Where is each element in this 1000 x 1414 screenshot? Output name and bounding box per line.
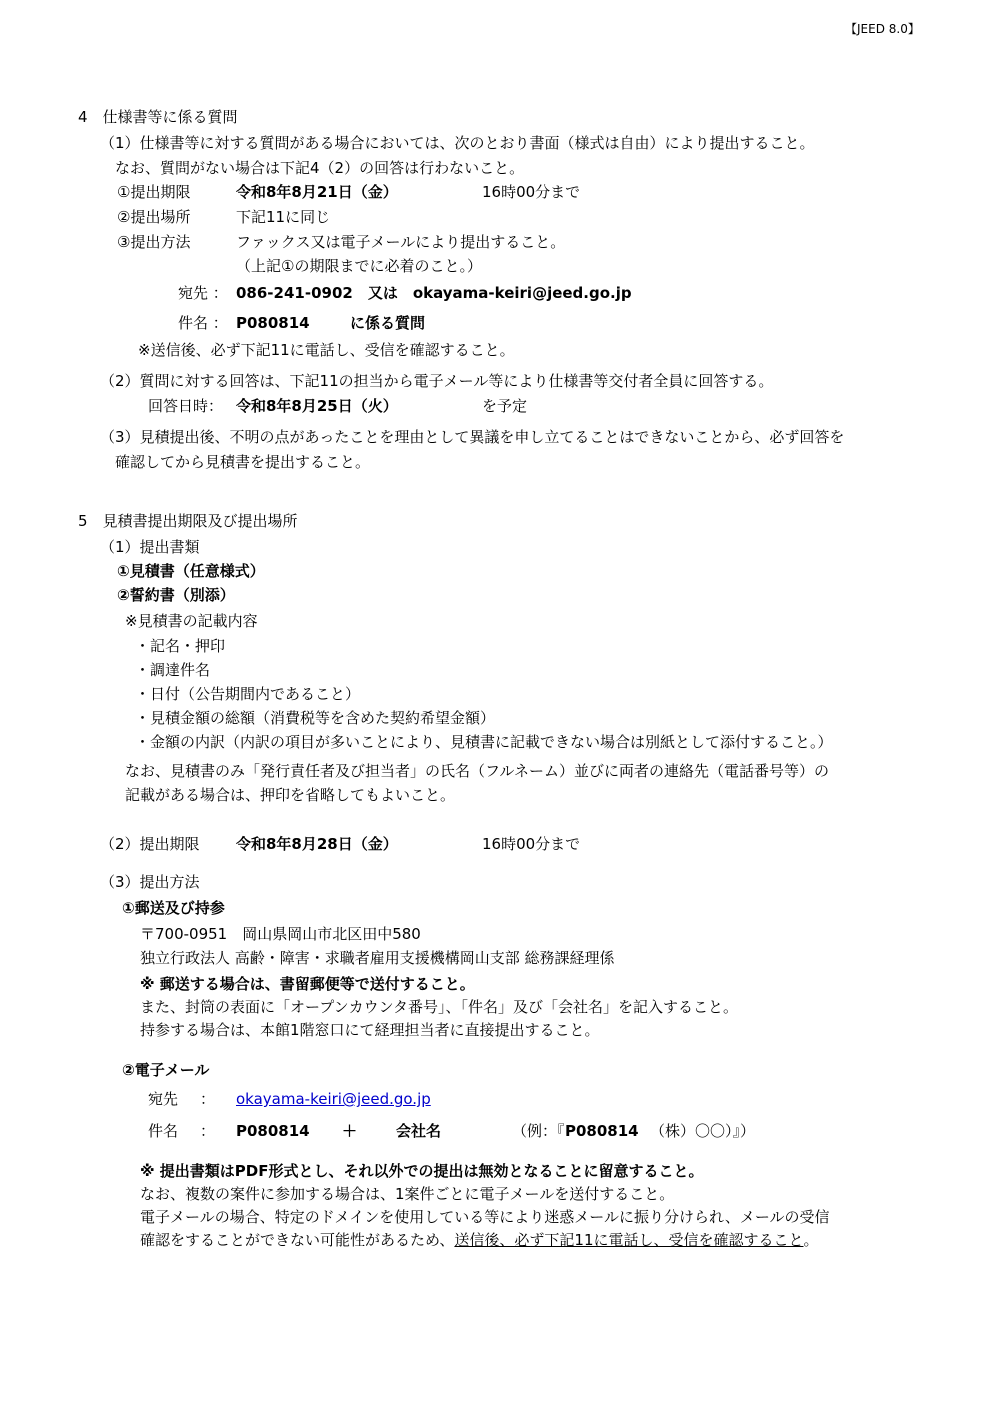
sec5-spam-line2-a: 確認をすることができない可能性があるため、 [140, 1231, 455, 1249]
sec4-subject-label: 件名 ： [178, 314, 228, 332]
sec5-mail-heading: ①郵送及び持参 [122, 899, 225, 917]
sec4-to-value: 086-241-0902 又は okayama-keiri@jeed.go.jp [236, 284, 632, 302]
sec4-subject-suffix: に係る質問 [350, 314, 426, 332]
sec5-note-line1: なお、見積書のみ「発行責任者及び担当者」の氏名（フルネーム）並びに両者の連絡先（電話番号等）の [125, 762, 829, 780]
sec5-pdf-note: ※ 提出書類はPDF形式とし、それ以外での提出は無効となることに留意すること。 [140, 1162, 704, 1180]
sec5-mail-note-3: 持参する場合は、本館1階窓口にて経理担当者に直接提出すること。 [140, 1021, 600, 1039]
sec5-spam-line2-c: 。 [803, 1231, 819, 1249]
sec5-contents-heading: ※見積書の記載内容 [125, 612, 258, 630]
sec4-p2: （2）質問に対する回答は、下記11の担当から電子メール等により仕様書等交付者全員に回答する。 [100, 372, 774, 390]
sec4-answer-label: 回答日時： [148, 397, 224, 415]
sec5-email-heading: ②電子メール [122, 1061, 210, 1079]
section-5-heading: 5 見積書提出期限及び提出場所 [78, 512, 298, 530]
sec5-spam-line2-underlined: 送信後、必ず下記11に電話し、受信を確認すること [454, 1231, 804, 1249]
sec4-deadline-date: 令和8年8月21日（金） [236, 183, 398, 201]
sec5-deadline-date: 令和8年8月28日（金） [236, 835, 398, 853]
sec5-mail-note-2: また、封筒の表面に「オープンカウンタ番号」、「件名」及び「会社名」を記入すること。 [140, 998, 739, 1016]
sec4-to-label: 宛先 ： [178, 284, 228, 302]
sec4-p1-line2: なお、質問がない場合は下記4（2）の回答は行わないこと。 [115, 159, 525, 177]
version-tag: 【JEED 8.0】 [845, 22, 920, 36]
sec5-company: 会社名 [396, 1122, 442, 1140]
sec4-place-label: ②提出場所 [117, 208, 191, 226]
sec5-note-line2: 記載がある場合は、押印を省略してもよいこと。 [125, 786, 456, 804]
sec4-method-label: ③提出方法 [117, 233, 191, 251]
sec5-doc1: ①見積書（任意様式） [117, 562, 265, 580]
sec5-bullet: ・日付（公告期間内であること） [135, 685, 361, 703]
sec5-deadline-time: 16時00分まで [482, 835, 581, 853]
sec5-to-colon: ： [200, 1090, 216, 1108]
sec4-subject-code: P080814 [236, 314, 310, 332]
sec4-deadline-time: 16時00分まで [482, 183, 581, 201]
sec5-deadline-label: （2）提出期限 [100, 835, 200, 853]
sec4-place-value: 下記11に同じ [236, 208, 331, 226]
sec5-to-label: 宛先 [148, 1090, 179, 1108]
sec5-org: 独立行政法人 高齢・障害・求職者雇用支援機構岡山支部 総務課経理係 [140, 949, 615, 967]
sec5-doc2: ②誓約書（別添） [117, 586, 235, 604]
sec5-mail-note-bold: ※ 郵送する場合は、書留郵便等で送付すること。 [140, 975, 475, 993]
sec4-answer-date: 令和8年8月25日（火） [236, 397, 398, 415]
sec5-example-code: P080814 [565, 1122, 639, 1140]
email-link[interactable]: okayama-keiri@jeed.go.jp [236, 1090, 431, 1108]
sec5-example-suffix: （株）〇〇）』） [650, 1122, 756, 1140]
sec4-confirm-note: ※送信後、必ず下記11に電話し、受信を確認すること。 [138, 341, 515, 359]
sec5-docs-heading: （1）提出書類 [100, 538, 200, 556]
sec5-bullet: ・記名・押印 [135, 637, 226, 655]
sec5-subj-colon: ： [200, 1122, 216, 1140]
sec5-subj-code: P080814 [236, 1122, 310, 1140]
sec5-method-heading: （3）提出方法 [100, 873, 200, 891]
sec4-answer-suffix: を予定 [482, 397, 528, 415]
sec5-spam-line2 [140, 1231, 819, 1249]
sec4-p3-line2: 確認してから見積書を提出すること。 [115, 453, 371, 471]
sec5-plus: ＋ [342, 1122, 358, 1140]
sec5-multi-note: なお、複数の案件に参加する場合は、1案件ごとに電子メールを送付すること。 [140, 1185, 675, 1203]
sec4-p3-line1: （3）見積提出後、不明の点があったことを理由として異議を申し立てることはできないことから、必ず回答を [100, 428, 845, 446]
section-4-heading: 4 仕様書等に係る質問 [78, 108, 238, 126]
sec5-bullet: ・金額の内訳（内訳の項目が多いことにより、見積書に記載できない場合は別紙として添付すること。） [135, 733, 833, 751]
sec5-subj-label: 件名 [148, 1122, 179, 1140]
sec4-method-note: （上記①の期限までに必着のこと。） [236, 257, 482, 275]
sec4-p1-line1: （1）仕様書等に対する質問がある場合においては、次のとおり書面（様式は自由）により提出すること。 [100, 134, 815, 152]
sec5-spam-line1: 電子メールの場合、特定のドメインを使用している等により迷惑メールに振り分けられ、メールの受信 [140, 1208, 830, 1226]
sec4-deadline-label: ①提出期限 [117, 183, 191, 201]
sec5-example-prefix: （例：『 [512, 1122, 565, 1140]
sec5-address: 〒700-0951 岡山県岡山市北区田中580 [140, 925, 421, 943]
sec5-bullet: ・見積金額の総額（消費税等を含めた契約希望金額） [135, 709, 496, 727]
sec4-method-value: ファックス又は電子メールにより提出すること。 [236, 233, 566, 251]
sec5-bullet: ・調達件名 [135, 661, 211, 679]
